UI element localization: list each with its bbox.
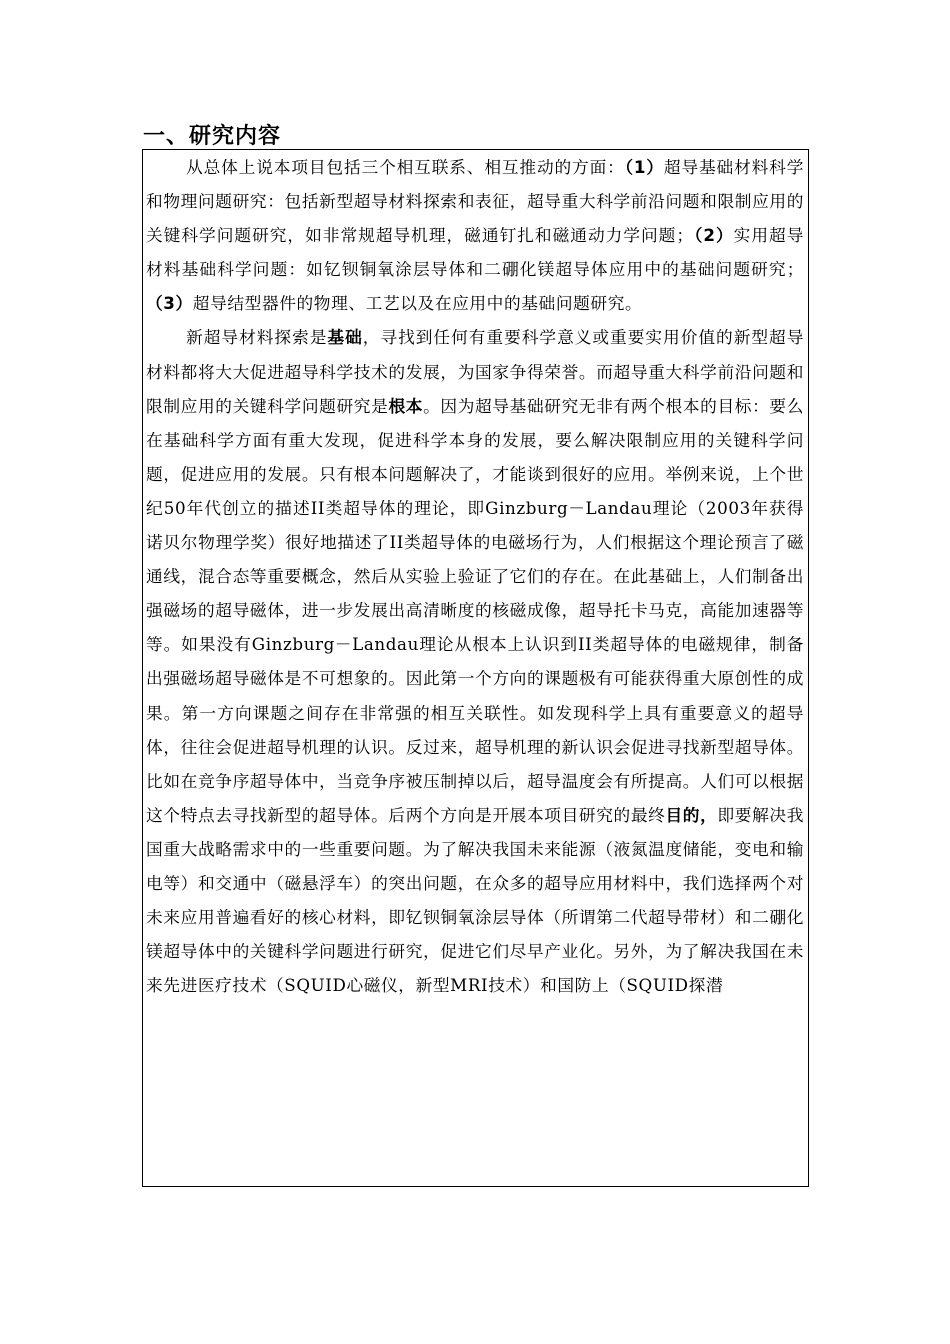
- text-segment: 超导基础材料科学和物理问题研究：包括新型超导材料探索和表征，超导重大科学前沿问题和限制应用的关键科学问题研究，如非常规超导机理，磁通钉扎和磁通动力学问题；: [146, 157, 805, 246]
- text-segment: 实用超导材料基础科学问题：如钇钡铜氧涂层导体和二硼化镁超导体应用中的基础问题研究；: [146, 225, 804, 280]
- text-segment-bold: （3）: [146, 293, 193, 314]
- text-segment-bold: 目的，: [665, 804, 718, 825]
- text-segment: 即要解决我国重大战略需求中的一些重要问题。为了解决我国未来能源（液氮温度储能，变电和输电等）和交通中（磁悬浮车）的突出问题，在众多的超导应用材料中，我们选择两个对未来应用普遍看好的核心材料，即钇钡铜氧涂层导体（所谓第二代超导带材）和二硼化镁超导体中的关键科学问题进行研究，促进它们尽早产业化。另外，为了解决我国在未来先进医疗技术（SQUID心磁仪，新型MRI技术）和国防上（SQUID探潜: [146, 804, 804, 996]
- text-segment: 新超导材料探索是: [186, 327, 328, 348]
- paragraph-2: [143, 320, 808, 1002]
- text-segment: 超导结型器件的物理、工艺以及在应用中的基础问题研究。: [192, 293, 643, 314]
- text-segment: ，寻找到任何有重要科学意义或重要实用价值的新型超导材料都将大大促进超导科学技术的发展，为国家争得荣誉。而超导重大科学前沿问题和限制应用的关键科学问题研究是: [146, 327, 805, 416]
- section-title: 一、研究内容: [143, 124, 282, 149]
- text-segment-bold: 基础: [327, 327, 363, 348]
- text-segment-bold: （1）: [624, 157, 664, 177]
- text-segment: 。因为超导基础研究无非有两个根本的目标：要么在基础科学方面有重大发现，促进科学本身的发展，要么解决限制应用的关键科学问题，促进应用的发展。只有根本问题解决了，才能谈到很好的应用。举例来说，上个世纪50年代创立的描述II类超导体的理论，即Ginzburg－Landau理论（2003年获得诺贝尔物理学奖）很好地描述了II类超导体的电磁场行为，人们根据这个理论预言了磁通线，混合态等重要概念，然后从实验上验证了它们的存在。在此基础上，人们制备出强磁场的超导磁体，进一步发展出高清晰度的核磁成像，超导托卡马克，高能加速器等等。如果没有Ginzburg－Landau理论从根本上认识到II类超导体的电磁规律，制备出强磁场超导磁体是不可想象的。因此第一个方向的课题极有可能获得重大原创性的成果。第一方向课题之间存在非常强的相互关联性。如发现科学上具有重要意义的超导体，往往会促进超导机理的认识。反过来，超导机理的新认识会促进寻找新型超导体。比如在竞争序超导体中，当竞争序被压制掉以后，超导温度会有所提高。人们可以根据这个特点去寻找新型的超导体。后两个方向是开展本项目研究的最终: [146, 395, 805, 825]
- content-box: [142, 149, 809, 1187]
- paragraph-1: [143, 150, 808, 320]
- text-segment-bold: （2）: [693, 225, 734, 246]
- text-segment-bold: 根本: [388, 395, 424, 416]
- text-segment: 从总体上说本项目包括三个相互联系、相互推动的方面：: [186, 157, 625, 177]
